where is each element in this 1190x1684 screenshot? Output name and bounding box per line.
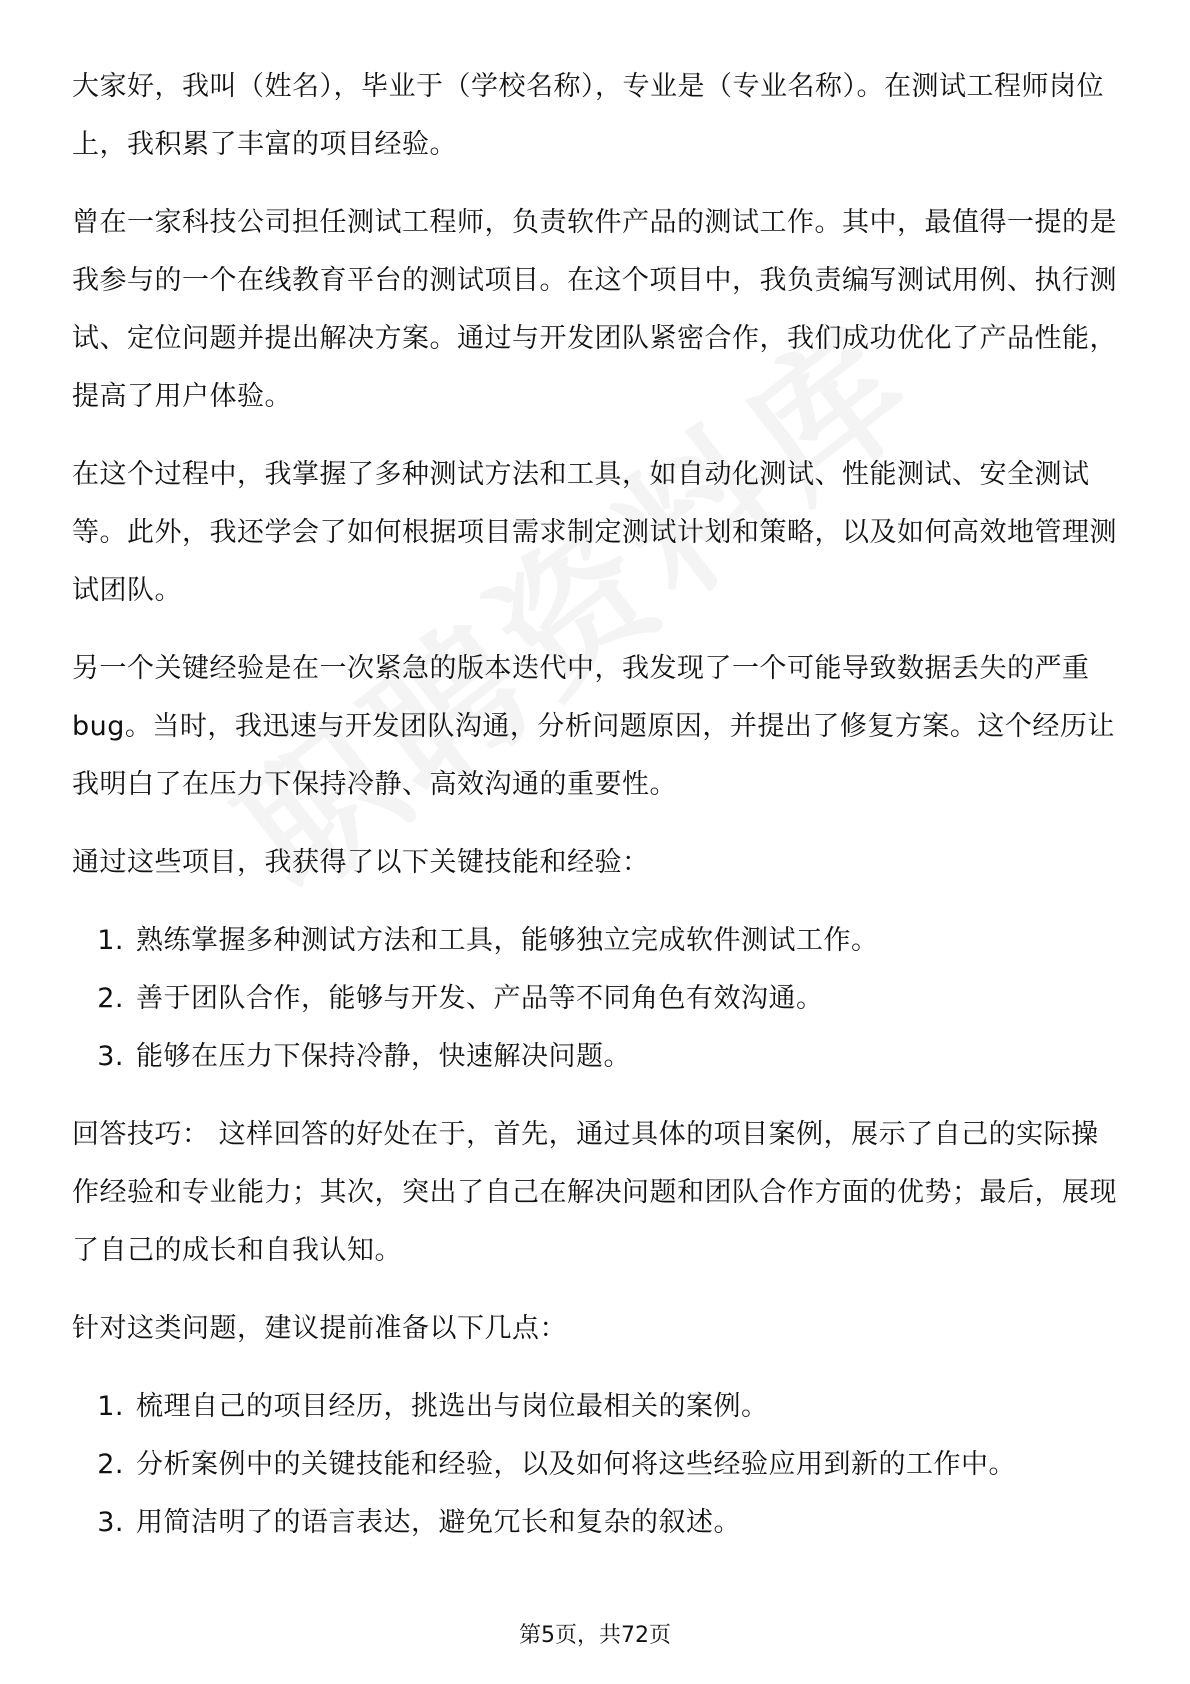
list-item [72,1028,1122,1086]
prep-list [72,1378,1122,1552]
list-item [72,970,1122,1028]
list-text: 梳理自己的项目经历，挑选出与岗位最相关的案例。 [136,1391,769,1422]
list-item [72,1436,1122,1494]
paragraph-project: 曾在一家科技公司担任测试工程师，负责软件产品的测试工作。其中，最值得一提的是我参与的一个在线教育平台的测试项目。在这个项目中，我负责编写测试用例、执行测试、定位问题并提出解决方案。通过与开发团队紧密合作，我们成功优化了产品性能，提高了用户体验。 [72,207,1117,412]
list-text: 分析案例中的关键技能和经验，以及如何将这些经验应用到新的工作中。 [136,1449,1016,1480]
list-item [72,1378,1122,1436]
page-footer: 第5页，共72页 [519,1623,671,1648]
paragraph-bug: 另一个关键经验是在一次紧急的版本迭代中，我发现了一个可能导致数据丢失的严重bug。当时，我迅速与开发团队沟通，分析问题原因，并提出了修复方案。这个经历让我明白了在压力下保持冷静、高效沟通的重要性。 [72,653,1115,800]
list-number: 3. [97,1041,124,1072]
list-text: 善于团队合作，能够与开发、产品等不同角色有效沟通。 [136,983,824,1014]
skills-list [72,912,1122,1086]
list-item [72,912,1122,970]
paragraph-intro: 大家好，我叫（姓名），毕业于（学校名称），专业是（专业名称）。在测试工程师岗位上，我积累了丰富的项目经验。 [72,71,1104,160]
list-text: 熟练掌握多种测试方法和工具，能够独立完成软件测试工作。 [136,925,879,956]
list-number: 1. [97,925,124,956]
list-number: 3. [97,1507,124,1538]
list-text: 用简洁明了的语言表达，避免冗长和复杂的叙述。 [136,1507,741,1538]
list-number: 2. [97,1449,124,1480]
list-text: 能够在压力下保持冷静，快速解决问题。 [136,1041,631,1072]
paragraph-tips: 回答技巧： 这样回答的好处在于，首先，通过具体的项目案例，展示了自己的实际操作经验和专业能力；其次，突出了自己在解决问题和团队合作方面的优势；最后，展现了自己的成长和自我认知。 [72,1119,1117,1266]
paragraph-prep-intro: 针对这类问题，建议提前准备以下几点： [72,1313,567,1344]
list-number: 2. [97,983,124,1014]
list-number: 1. [97,1391,124,1422]
list-item [72,1494,1122,1552]
paragraph-skills: 在这个过程中，我掌握了多种测试方法和工具，如自动化测试、性能测试、安全测试等。此外，我还学会了如何根据项目需求制定测试计划和策略，以及如何高效地管理测试团队。 [72,459,1117,606]
paragraph-summary-lead: 通过这些项目，我获得了以下关键技能和经验： [72,847,650,878]
document-body [72,58,1122,1572]
